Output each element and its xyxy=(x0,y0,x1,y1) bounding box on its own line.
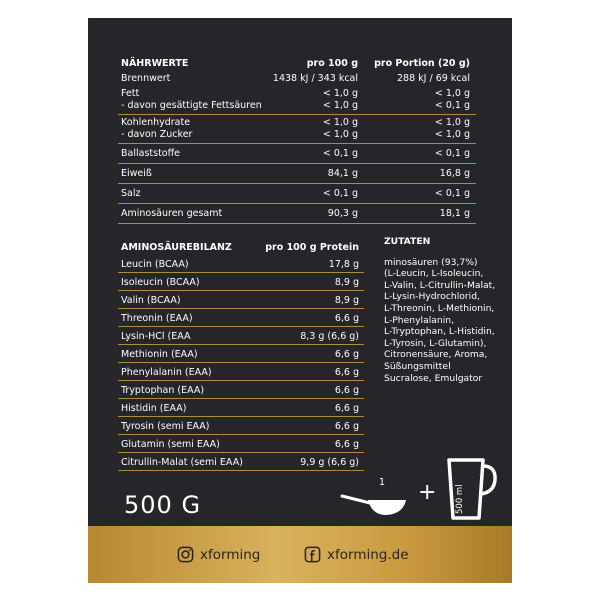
nutrition-row xyxy=(118,204,476,224)
amino-table-header xyxy=(118,238,364,255)
amino-label: Histidin (EAA) xyxy=(121,403,187,414)
water-amount: 500 ml xyxy=(455,484,465,514)
footer-bar xyxy=(88,526,512,583)
amino-value: 9,9 g (6,6 g) xyxy=(300,457,359,468)
amino-label: Lysin-HCl (EAA xyxy=(121,331,191,342)
nutrition-row xyxy=(118,71,476,86)
nutrition-line xyxy=(118,208,476,220)
amino-row xyxy=(118,309,364,327)
amino-row xyxy=(118,381,364,399)
amino-label: Tyrosin (semi EAA) xyxy=(121,421,210,432)
amino-value: 6,6 g xyxy=(334,313,359,324)
nutrition-label: - davon gesättigte Fettsäuren xyxy=(121,100,262,111)
nutrition-label: Eiweiß xyxy=(121,168,152,179)
amino-row xyxy=(118,363,364,381)
nutrition-label: Salz xyxy=(121,188,141,199)
nutrition-label: Fett xyxy=(121,88,140,99)
amino-row xyxy=(118,435,364,453)
amino-value: 6,6 g xyxy=(334,349,359,360)
nutrition-header-per100: pro 100 g xyxy=(306,58,358,69)
instagram-link[interactable] xyxy=(177,546,260,563)
facebook-handle: xforming.de xyxy=(327,546,409,563)
amino-label: Valin (BCAA) xyxy=(121,295,181,306)
nutrition-value-per-portion: 16,8 g xyxy=(439,168,470,179)
nutrition-value-per100: 1438 kJ / 343 kcal xyxy=(272,73,358,84)
nutrition-value-per100: < 1,0 g xyxy=(322,88,358,99)
nutrition-row xyxy=(118,86,476,115)
nutrition-label: - davon Zucker xyxy=(121,129,193,140)
nutrition-row xyxy=(118,115,476,144)
nutrition-line xyxy=(118,73,476,85)
nutrition-value-per100: < 0,1 g xyxy=(322,188,358,199)
nutrition-value-per100: 90,3 g xyxy=(327,208,358,219)
nutrition-value-per100: < 1,0 g xyxy=(322,117,358,128)
amino-label: Isoleucin (BCAA) xyxy=(121,277,200,288)
nutrition-value-per-portion: < 0,1 g xyxy=(434,148,470,159)
amino-row xyxy=(118,291,364,309)
nutrition-line xyxy=(118,88,476,100)
amino-header-value: pro 100 g Protein xyxy=(265,242,359,253)
nutrition-header-per-portion: pro Portion (20 g) xyxy=(374,58,470,69)
ingredients-text: minosäuren (93,7%) (L-Leucin, L-Isoleucin, L-Valin, L-Citrullin-Malat, L-Lysin-Hydrochlorid, L-Threonin, L-Methionin, L-Phenylalanin, L-Tryptophan, L-Histidin, L-Tyrosin, L-Glutamin), Citronensäure, Aroma, Süßungsmittel Sucralose, Emulgator xyxy=(384,256,496,384)
amino-value: 6,6 g xyxy=(334,367,359,378)
amino-row xyxy=(118,255,364,273)
scoop-count: 1 xyxy=(379,477,386,488)
amino-row xyxy=(118,273,364,291)
amino-label: Phenylalanin (EAA) xyxy=(121,367,212,378)
amino-label: Threonin (EAA) xyxy=(121,313,193,324)
nutrition-value-per-portion: < 0,1 g xyxy=(434,100,470,111)
amino-row xyxy=(118,399,364,417)
nutrition-value-per-portion: < 0,1 g xyxy=(434,188,470,199)
nutrition-row xyxy=(118,164,476,184)
facebook-link[interactable] xyxy=(304,546,409,563)
nutrition-table xyxy=(118,58,476,224)
amino-row xyxy=(118,417,364,435)
nutrition-label: Brennwert xyxy=(121,73,171,84)
amino-label: Leucin (BCAA) xyxy=(121,259,189,270)
amino-acid-table xyxy=(118,238,364,471)
amino-row xyxy=(118,345,364,363)
amino-value: 6,6 g xyxy=(334,421,359,432)
amino-row xyxy=(118,453,364,471)
amino-value: 17,8 g xyxy=(328,259,359,270)
nutrition-line xyxy=(118,148,476,160)
amino-value: 8,9 g xyxy=(334,295,359,306)
nutrition-row xyxy=(118,184,476,204)
amino-value: 6,6 g xyxy=(334,403,359,414)
nutrition-line xyxy=(118,117,476,129)
plus-sign: + xyxy=(418,480,437,505)
ingredients-block xyxy=(384,236,500,384)
nutrition-line xyxy=(118,188,476,200)
amino-label: Glutamin (semi EAA) xyxy=(121,439,220,450)
nutrition-value-per100: < 1,0 g xyxy=(322,100,358,111)
instagram-icon xyxy=(177,546,194,563)
nutrition-value-per-portion: < 1,0 g xyxy=(434,117,470,128)
nutrition-value-per-portion: 18,1 g xyxy=(439,208,470,219)
nutrition-label: Ballaststoffe xyxy=(121,148,180,159)
scoop-icon xyxy=(340,490,410,520)
nutrition-label-panel xyxy=(88,18,512,583)
nutrition-table-header xyxy=(118,58,476,71)
nutrition-label: Kohlenhydrate xyxy=(121,117,191,128)
amino-label: Methionin (EAA) xyxy=(121,349,198,360)
nutrition-value-per-portion: < 1,0 g xyxy=(434,88,470,99)
nutrition-row xyxy=(118,144,476,164)
nutrition-label: Aminosäuren gesamt xyxy=(121,208,223,219)
shaker-cup-icon xyxy=(443,456,499,522)
amino-label: Citrullin-Malat (semi EAA) xyxy=(121,457,243,468)
amino-value: 6,6 g xyxy=(334,385,359,396)
nutrition-value-per100: < 1,0 g xyxy=(322,129,358,140)
nutrition-value-per-portion: < 1,0 g xyxy=(434,129,470,140)
amino-value: 8,3 g (6,6 g) xyxy=(300,331,359,342)
amino-label: Tryptophan (EAA) xyxy=(121,385,205,396)
amino-row xyxy=(118,327,364,345)
ingredients-heading: ZUTATEN xyxy=(384,236,431,247)
nutrition-header-label: NÄHRWERTE xyxy=(121,58,189,69)
nutrition-value-per100: < 0,1 g xyxy=(322,148,358,159)
nutrition-line xyxy=(118,168,476,180)
instagram-handle: xforming xyxy=(200,546,261,563)
nutrition-value-per100: 84,1 g xyxy=(327,168,358,179)
nutrition-value-per-portion: 288 kJ / 69 kcal xyxy=(397,73,470,84)
amino-header-label: AMINOSÄUREBILANZ xyxy=(121,242,232,253)
facebook-icon xyxy=(304,546,321,563)
amino-value: 8,9 g xyxy=(334,277,359,288)
nutrition-line xyxy=(118,129,476,141)
amino-value: 6,6 g xyxy=(334,439,359,450)
net-weight: 500 G xyxy=(124,491,202,519)
nutrition-line xyxy=(118,100,476,112)
